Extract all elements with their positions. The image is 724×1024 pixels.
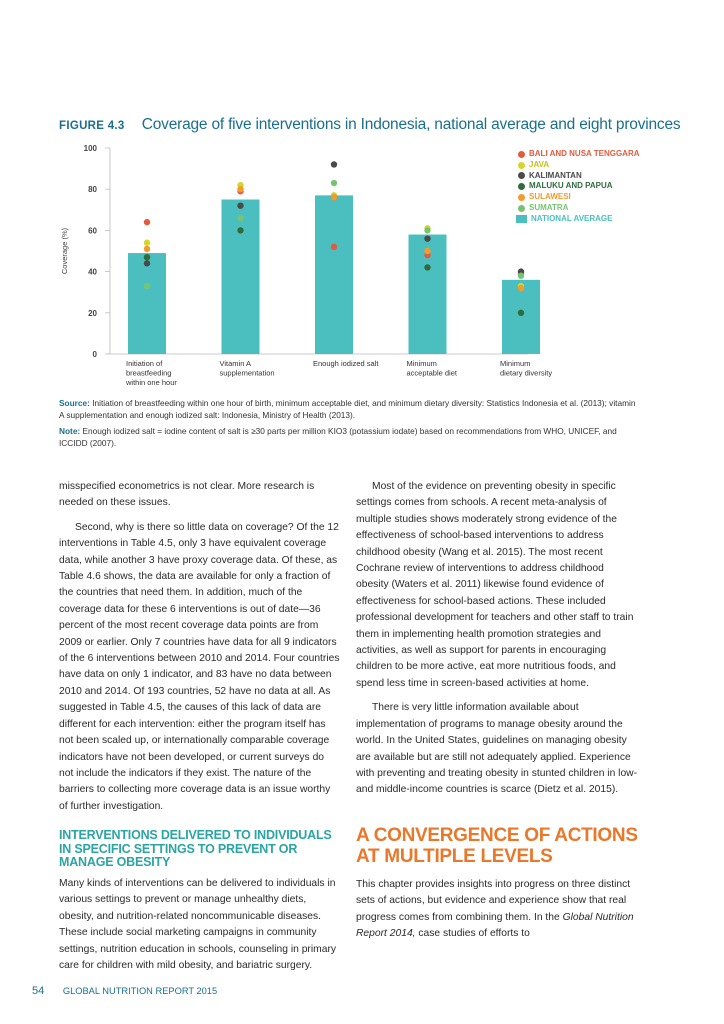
- province-point: [424, 235, 430, 241]
- province-point: [144, 219, 150, 225]
- province-point: [331, 244, 337, 250]
- province-point: [237, 215, 243, 221]
- figure-title: Coverage of five interventions in Indonesia, national average and eight provinces: [141, 116, 681, 133]
- province-point: [144, 246, 150, 252]
- figure-heading: [59, 114, 699, 134]
- paragraph: Most of the evidence on preventing obesity in specific settings comes from schools. A recent meta-analysis of multiple studies shows moderately strong evidence of the effectiveness of school-based interventions to address childhood obesity (Wang et al. 2015). The most recent Cochrane review of interventions to address childhood obesity (Waters et al. 2011) likewise found evidence of effectiveness for school-based actions. These included professional development for teachers and other staff to train them in implementing health promotion strategies and activities, as well as support for parents in encouraging children to be more active, eat more nutritious foods, and spend less time in screen-based activities at home.: [356, 481, 634, 689]
- paragraph: Many kinds of interventions can be delivered to individuals in various settings to prevent or manage unhealthy diets, obesity, and nutrition-related noncommunicable diseases. These include social marketing campaigns in community settings, nutrition education in schools, counseling in primary care for children with mild obesity, and bariatric surgery.: [59, 877, 337, 971]
- source-text: Initiation of breastfeeding within one hour of birth, minimum acceptable diet, and minimum dietary diversity: Statistics Indonesia et al. (2013); vitamin A supplementation and enough iodized salt: Indonesia, Ministry of Health (2013).: [59, 398, 636, 420]
- x-category-label: Minimum: [406, 359, 437, 368]
- bar-national-average: [315, 195, 353, 354]
- figure-source: [59, 398, 639, 421]
- source-label: Source:: [59, 398, 90, 408]
- footer-title: GLOBAL NUTRITION REPORT 2015: [62, 986, 218, 996]
- x-category-label: supplementation: [219, 368, 275, 378]
- province-point: [237, 202, 243, 208]
- x-category-label: acceptable diet: [406, 368, 457, 378]
- section-heading: A CONVERGENCE OF ACTIONS AT MULTIPLE LEVELS: [356, 824, 638, 867]
- figure-note: [59, 426, 639, 449]
- section-subheading: INTERVENTIONS DELIVERED TO INDIVIDUALS IN SPECIFIC SETTINGS TO PREVENT OR MANAGE OBESITY: [59, 828, 332, 870]
- legend-swatch: [518, 162, 525, 169]
- legend-item: [516, 203, 640, 214]
- y-tick-label: 60: [88, 226, 97, 236]
- x-category-label: Minimum: [500, 359, 531, 368]
- province-point: [331, 194, 337, 200]
- page-footer: [32, 985, 217, 997]
- x-category-label: Vitamin A: [219, 359, 252, 368]
- legend-swatch: [518, 194, 525, 201]
- province-point: [237, 186, 243, 192]
- legend-label: BALI AND NUSA TENGGARA: [529, 149, 640, 158]
- legend-item: [516, 181, 640, 192]
- legend-swatch: [518, 183, 525, 190]
- paragraph-text-end: case studies of efforts to: [415, 927, 530, 939]
- legend-item: [516, 192, 640, 203]
- y-tick-label: 100: [83, 144, 97, 153]
- report-title-italic: Global Nutrition Report 2014,: [356, 911, 634, 939]
- province-point: [424, 248, 430, 254]
- bar-national-average: [222, 200, 260, 355]
- paragraph: [356, 877, 638, 943]
- legend-swatch: [518, 151, 525, 158]
- legend-item: [516, 160, 640, 171]
- legend-swatch: [518, 205, 525, 212]
- x-category-label: breastfeeding: [126, 368, 172, 378]
- right-column: [356, 479, 638, 950]
- province-point: [144, 283, 150, 289]
- legend-label: JAVA: [529, 159, 550, 169]
- province-point: [424, 227, 430, 233]
- province-point: [144, 254, 150, 260]
- left-column: [59, 479, 341, 982]
- province-point: [144, 260, 150, 266]
- x-category-label: dietary diversity: [500, 368, 553, 378]
- x-category-label: Initiation of: [126, 359, 163, 368]
- legend-label: MALUKU AND PAPUA: [529, 181, 613, 191]
- x-category-label: within one hour: [126, 378, 177, 387]
- x-category-label: Enough iodized salt: [313, 359, 379, 368]
- y-tick-label: 40: [88, 267, 97, 277]
- legend-label: SUMATRA: [529, 202, 569, 212]
- legend-swatch: [516, 215, 527, 223]
- y-tick-label: 80: [88, 185, 97, 195]
- legend-label: SULAWESI: [529, 192, 571, 202]
- y-axis-label: Coverage (%): [60, 227, 69, 275]
- province-point: [518, 285, 524, 291]
- province-point: [331, 180, 337, 186]
- legend-swatch: [518, 172, 525, 179]
- province-point: [518, 310, 524, 316]
- y-tick-label: 0: [92, 350, 97, 359]
- legend-label: NATIONAL AVERAGE: [531, 213, 613, 223]
- paragraph: There is very little information available about implementation of programs to manage obesity around the world. In the United States, guidelines on managing obesity are available but are still not adequately applied. Experience with preventing and treating obesity in stunted children in low- and middle-income countries is scarce (Dietz et al. 2015).: [356, 702, 638, 796]
- note-label: Note:: [59, 426, 81, 436]
- paragraph-text: This chapter provides insights into progress on three distinct sets of actions, but evidence and experience show that real progress comes from combining them. In the: [356, 878, 631, 923]
- bar-national-average: [128, 253, 166, 354]
- legend-item: [516, 171, 640, 182]
- legend-item: [516, 149, 640, 160]
- page-number: 54: [32, 985, 45, 997]
- province-point: [144, 240, 150, 246]
- legend-item: [516, 214, 640, 225]
- figure-label: FIGURE 4.3: [59, 120, 125, 132]
- y-tick-label: 20: [88, 308, 97, 318]
- note-text: Enough iodized salt = iodine content of salt is ≥30 parts per million KIO3 (potassium iodate) based on recommendations from WHO, UNICEF, and ICCIDD (2007).: [59, 426, 617, 448]
- province-point: [237, 227, 243, 233]
- paragraph: Second, why is there so little data on coverage? Of the 12 interventions in Table 4.5, only 3 have equivalent coverage data, while another 3 have proxy coverage data. Of these, as Table 4.6 shows, the data are available for only a fraction of the countries that need them. In addition, much of the coverage data for these 6 interventions is out of date—36 percent of the most recent coverage data points are from 2009 or earlier. Only 7 countries have data for all 9 indicators of the 6 interventions between 2010 and 2014. Four countries have data on only 1 indicator, and 83 have no data between 2010 and 2014. Of 193 countries, 52 have no data at all. As suggested in Table 4.5, the causes of this lack of data are different for each intervention: either the program itself has not been scaled up, or internationally comparable coverage indicators have not been developed, or current surveys do not include the indicators if they exist. The nature of the barriers to collecting more coverage data is an issue worthy of further investigation.: [59, 521, 340, 812]
- province-point: [424, 264, 430, 270]
- chart-legend: [516, 149, 640, 225]
- paragraph: misspecified econometrics is not clear. More research is needed on these issues.: [59, 481, 315, 509]
- province-point: [518, 273, 524, 279]
- province-point: [331, 161, 337, 167]
- legend-label: KALIMANTAN: [529, 170, 582, 180]
